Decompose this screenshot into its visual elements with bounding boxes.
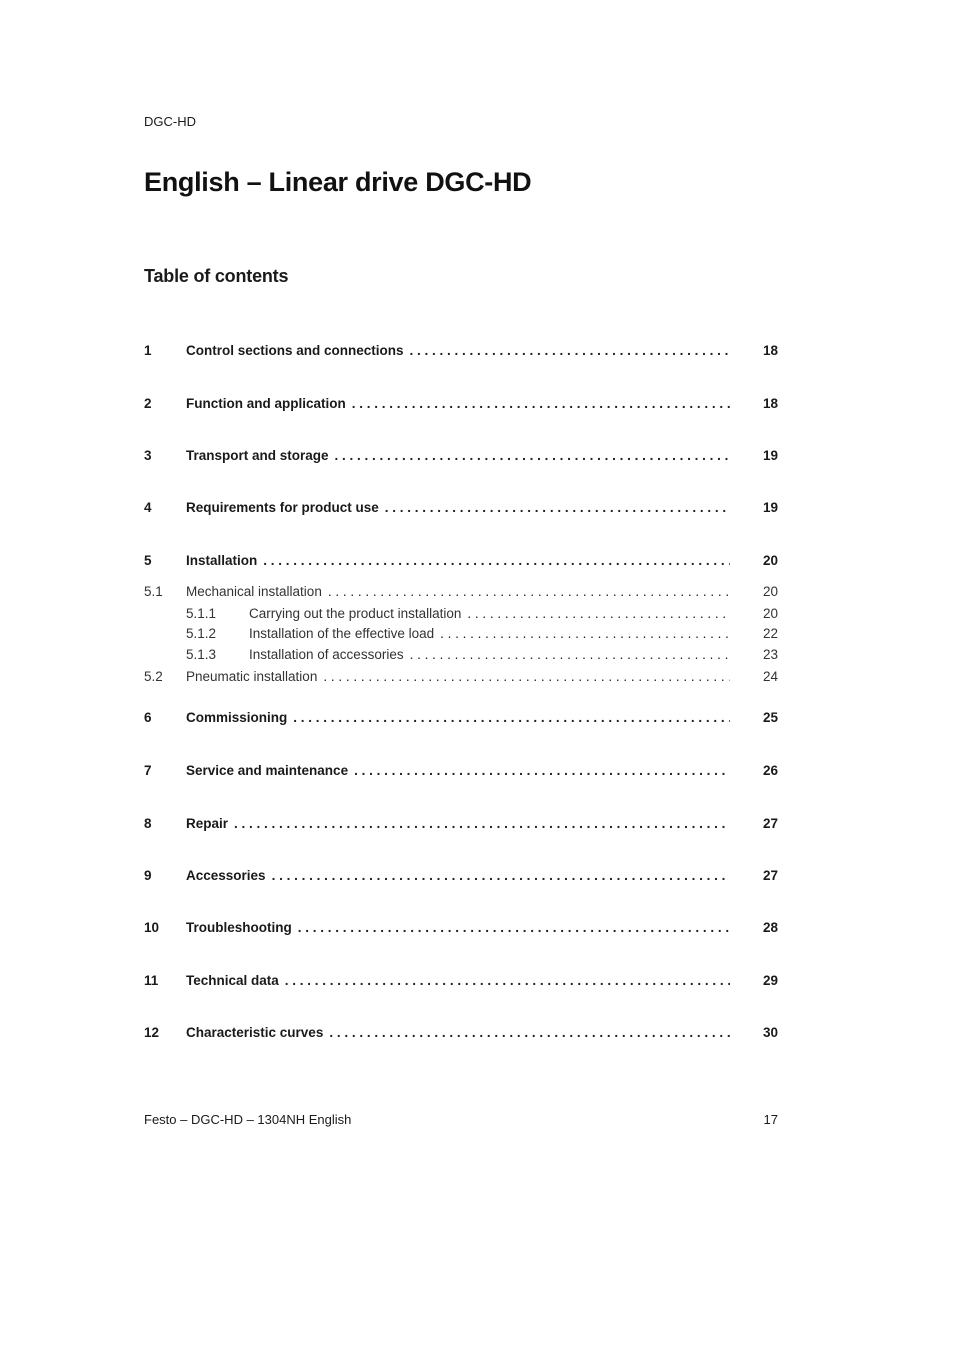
- footer-text: Festo – DGC-HD – 1304NH English: [144, 1112, 352, 1127]
- toc-entry-page: 23: [762, 647, 778, 662]
- toc-dot-leader: [440, 626, 730, 641]
- toc-dot-leader: [234, 816, 730, 831]
- toc-entry-label-line: [186, 669, 730, 684]
- running-header: DGC-HD: [144, 114, 196, 129]
- toc-entry-page: 24: [762, 669, 778, 684]
- toc-entry-label: Installation of accessories: [249, 647, 404, 662]
- toc-entry[interactable]: [144, 606, 778, 626]
- toc-entry[interactable]: [144, 868, 778, 888]
- toc-entry-label-line: [186, 816, 730, 831]
- toc-entry-label-line: [186, 448, 730, 463]
- toc-entry-page: 20: [762, 584, 778, 599]
- toc-entry[interactable]: [144, 763, 778, 783]
- toc-entry-number: 9: [144, 868, 152, 883]
- toc-entry[interactable]: [144, 920, 778, 940]
- toc-entry[interactable]: [144, 500, 778, 520]
- toc-entry-label: Function and application: [186, 396, 346, 411]
- toc-entry-number: 6: [144, 710, 152, 725]
- toc-dot-leader: [272, 868, 730, 883]
- toc-entry-label-line: [186, 920, 730, 935]
- toc-heading: Table of contents: [144, 266, 289, 286]
- toc-entry-page: 27: [762, 868, 778, 883]
- toc-entry[interactable]: [144, 1025, 778, 1045]
- toc-entry-label: Characteristic curves: [186, 1025, 324, 1040]
- toc-entry[interactable]: [144, 553, 778, 573]
- toc-entry-number: 5.1.3: [186, 647, 217, 662]
- toc-entry-number: 5: [144, 553, 152, 568]
- toc-entry-page: 19: [762, 448, 778, 463]
- toc-entry-number: 8: [144, 816, 152, 831]
- toc-dot-leader: [263, 553, 730, 568]
- toc-entry-label: Technical data: [186, 973, 279, 988]
- toc-dot-leader: [298, 920, 730, 935]
- toc-entry-number: 1: [144, 343, 152, 358]
- toc-dot-leader: [467, 606, 730, 621]
- toc-dot-leader: [323, 669, 730, 684]
- toc-entry-number: 3: [144, 448, 152, 463]
- toc-entry-label-line: [249, 606, 730, 621]
- toc-entry-label-line: [249, 626, 730, 641]
- toc-entry[interactable]: [144, 396, 778, 416]
- toc-entry-label-line: [186, 763, 730, 778]
- toc-dot-leader: [293, 710, 730, 725]
- toc-entry-label-line: [249, 647, 730, 662]
- toc-entry-number: 2: [144, 396, 152, 411]
- toc-entry-label: Commissioning: [186, 710, 288, 725]
- toc-dot-leader: [410, 343, 730, 358]
- toc-entry[interactable]: [144, 448, 778, 468]
- toc-entry-label: Carrying out the product installation: [249, 606, 462, 621]
- toc-entry[interactable]: [144, 816, 778, 836]
- toc-entry[interactable]: [144, 343, 778, 363]
- toc-entry[interactable]: [144, 626, 778, 646]
- toc-entry-page: 29: [762, 973, 778, 988]
- toc-entry[interactable]: [144, 973, 778, 993]
- toc-entry-label-line: [186, 868, 730, 883]
- toc-entry-number: 5.1.1: [186, 606, 217, 621]
- toc-entry-page: 28: [762, 920, 778, 935]
- toc-dot-leader: [385, 500, 730, 515]
- toc-dot-leader: [335, 448, 730, 463]
- toc-entry-page: 26: [762, 763, 778, 778]
- toc-entry-label-line: [186, 710, 730, 725]
- toc-dot-leader: [328, 584, 730, 599]
- toc-entry-label: Mechanical installation: [186, 584, 322, 599]
- toc-entry-label: Installation: [186, 553, 258, 568]
- toc-entry-number: 7: [144, 763, 152, 778]
- toc-entry-label: Accessories: [186, 868, 266, 883]
- toc-dot-leader: [329, 1025, 730, 1040]
- toc-entry-page: 20: [762, 606, 778, 621]
- toc-entry-label: Troubleshooting: [186, 920, 292, 935]
- toc-entry-label: Pneumatic installation: [186, 669, 318, 684]
- toc-entry-page: 30: [762, 1025, 778, 1040]
- toc-entry-label: Transport and storage: [186, 448, 329, 463]
- toc-entry-page: 18: [762, 343, 778, 358]
- toc-entry-page: 19: [762, 500, 778, 515]
- toc-entry-label-line: [186, 553, 730, 568]
- footer-page-number: 17: [763, 1112, 778, 1127]
- toc-dot-leader: [285, 973, 730, 988]
- toc-entry-label-line: [186, 396, 730, 411]
- toc-entry-label-line: [186, 343, 730, 358]
- toc-entry-label: Installation of the effective load: [249, 626, 435, 641]
- page-title: English – Linear drive DGC-HD: [144, 167, 532, 197]
- toc-dot-leader: [352, 396, 730, 411]
- toc-entry-page: 18: [762, 396, 778, 411]
- toc-entry-number: 5.1: [144, 584, 163, 599]
- toc-entry-number: 5.1.2: [186, 626, 217, 641]
- toc-entry-label-line: [186, 973, 730, 988]
- toc-entry-number: 5.2: [144, 669, 163, 684]
- toc-entry[interactable]: [144, 647, 778, 667]
- toc-entry-label: Service and maintenance: [186, 763, 349, 778]
- toc-entry[interactable]: [144, 669, 778, 689]
- toc-entry-label: Control sections and connections: [186, 343, 404, 358]
- toc-entry-number: 11: [144, 973, 159, 988]
- toc-entry-page: 25: [762, 710, 778, 725]
- toc-entry-label: Requirements for product use: [186, 500, 379, 515]
- toc-entry-page: 27: [762, 816, 778, 831]
- toc-entry-page: 22: [762, 626, 778, 641]
- toc-entry-label: Repair: [186, 816, 229, 831]
- toc-entry-number: 12: [144, 1025, 160, 1040]
- toc-entry-label-line: [186, 1025, 730, 1040]
- toc-dot-leader: [354, 763, 730, 778]
- toc-entry[interactable]: [144, 710, 778, 730]
- toc-entry-label-line: [186, 500, 730, 515]
- toc-entry-number: 10: [144, 920, 160, 935]
- toc-entry-page: 20: [762, 553, 778, 568]
- toc-entry-label-line: [186, 584, 730, 599]
- toc-entry[interactable]: [144, 584, 778, 604]
- toc-dot-leader: [410, 647, 730, 662]
- toc-entry-number: 4: [144, 500, 152, 515]
